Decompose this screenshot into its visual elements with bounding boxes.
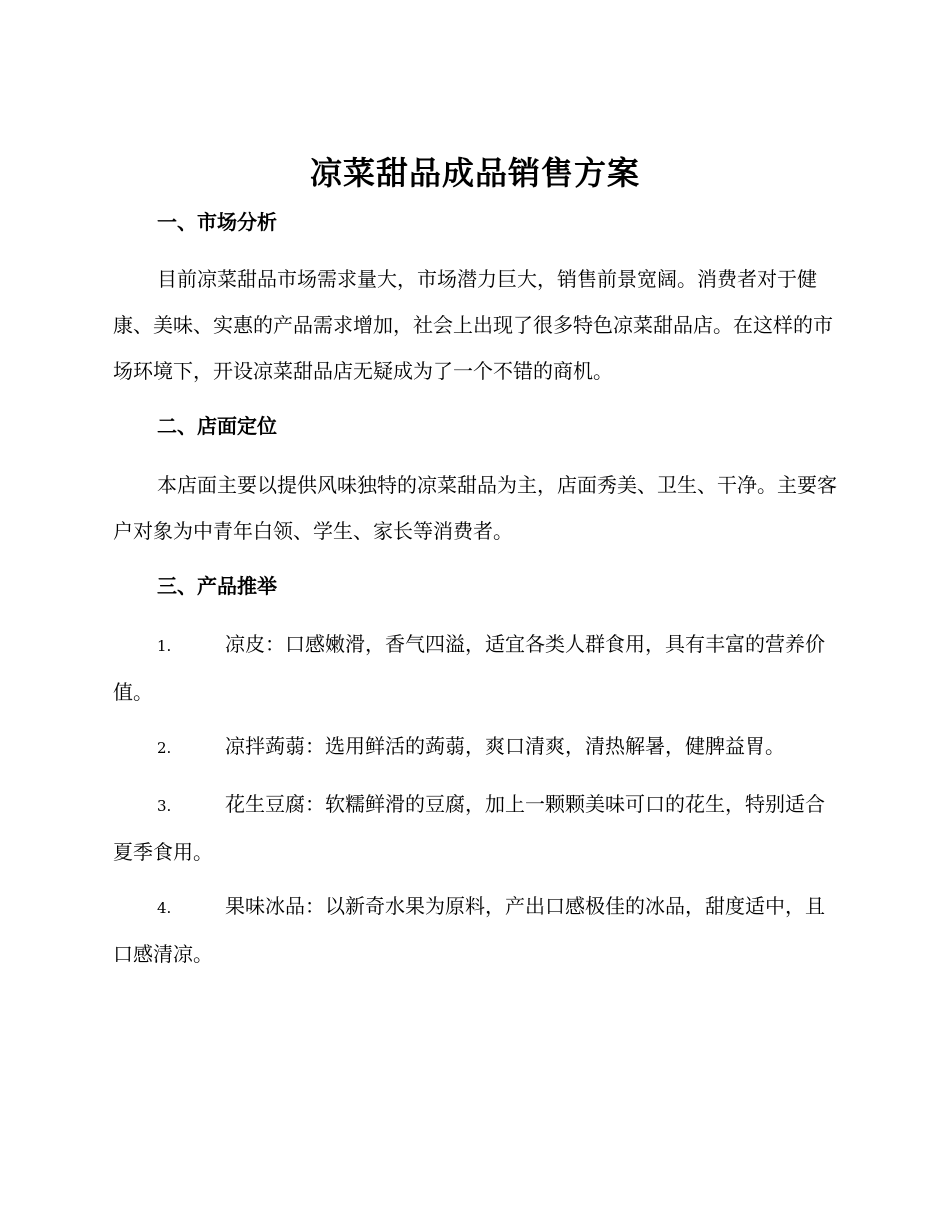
list-item xyxy=(113,781,843,875)
list-item-text: 花生豆腐：软糯鲜滑的豆腐，加上一颗颗美味可口的花生，特别适合夏季食用。 xyxy=(113,792,825,864)
list-item-number: 2. xyxy=(157,739,172,757)
document-title: 凉菜甜品成品销售方案 xyxy=(309,154,640,192)
list-item-text: 凉拌蒟蒻：选用鲜活的蒟蒻，爽口清爽，清热解暑，健脾益胃。 xyxy=(225,734,785,758)
section-heading-market-analysis: 一、市场分析 xyxy=(157,210,277,234)
list-item-text: 果味冰品：以新奇水果为原料，产出口感极佳的冰品，甜度适中，且口感清凉。 xyxy=(113,894,825,966)
section-paragraph-store-positioning: 本店面主要以提供风味独特的凉菜甜品为主，店面秀美、卫生、干净。主要客户对象为中青年白领、学生、家长等消费者。 xyxy=(113,473,837,543)
list-item-number: 4. xyxy=(157,899,172,917)
list-item-number: 1. xyxy=(157,637,172,655)
list-item xyxy=(113,621,843,715)
section-heading-product-recommendations: 三、产品推举 xyxy=(157,574,277,598)
list-item-number: 3. xyxy=(157,797,172,815)
list-item-text: 凉皮：口感嫩滑，香气四溢，适宜各类人群食用，具有丰富的营养价值。 xyxy=(113,632,825,704)
list-item xyxy=(113,883,843,977)
section-paragraph-market-analysis: 目前凉菜甜品市场需求量大，市场潜力巨大，销售前景宽阔。消费者对于健康、美味、实惠的产品需求增加，社会上出现了很多特色凉菜甜品店。在这样的市场环境下，开设凉菜甜品店无疑成为了一个不错的商机。 xyxy=(113,267,833,383)
list-item xyxy=(113,723,843,771)
section-heading-store-positioning: 二、店面定位 xyxy=(157,414,277,438)
